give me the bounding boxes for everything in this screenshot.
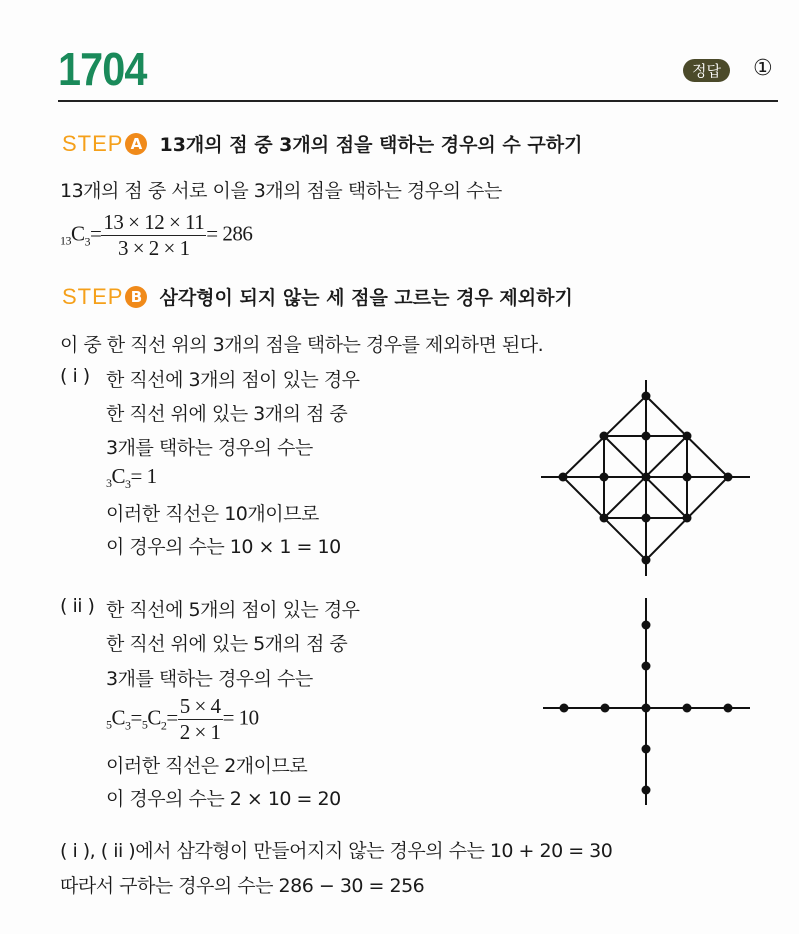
answer-value: ①: [753, 56, 773, 81]
problem-number: 1704: [58, 43, 147, 95]
case1-line: 이 경우의 수는 10 × 1 = 10: [106, 536, 341, 558]
step-a-text: 13개의 점 중 서로 이을 3개의 점을 택하는 경우의 수는: [60, 180, 502, 202]
step-b-title: 삼각형이 되지 않는 세 점을 고르는 경우 제외하기: [159, 287, 573, 309]
point: [601, 704, 610, 713]
point: [642, 432, 651, 441]
step-a-title: 13개의 점 중 3개의 점을 택하는 경우의 수 구하기: [159, 134, 583, 156]
point: [600, 473, 609, 482]
point: [683, 704, 692, 713]
case1-label: ( i ): [60, 365, 90, 387]
case1-line: 이러한 직선은 10개이므로: [106, 503, 319, 525]
point: [683, 514, 692, 523]
point: [642, 704, 651, 713]
case2-line: 이 경우의 수는 2 × 10 = 20: [106, 788, 341, 810]
point: [642, 786, 651, 795]
case1-line: 한 직선에 3개의 점이 있는 경우: [106, 369, 360, 391]
case1-line: 한 직선 위에 있는 3개의 점 중: [106, 403, 348, 425]
point: [683, 432, 692, 441]
step-label: STEP: [62, 284, 124, 309]
step-letter-a: A: [125, 133, 147, 155]
point: [642, 556, 651, 565]
formula-13c3: $_{13}C_3=$ $\frac{13 \times 12 \times 11}{3 \times 2 \times 1}$ = 286: [60, 210, 253, 260]
case2-label: ( ii ): [60, 595, 95, 617]
point: [559, 473, 568, 482]
conclusion-line: 따라서 구하는 경우의 수는 286 − 30 = 256: [60, 875, 425, 897]
point: [642, 745, 651, 754]
formula-5c3: $_5C_3=_5C_2=$ $\frac{5 \times 4}{2 \times 1}$ = 10: [106, 694, 259, 744]
step-letter-b: B: [125, 286, 147, 308]
case2-line: 한 직선에 5개의 점이 있는 경우: [106, 599, 360, 621]
point: [724, 473, 733, 482]
point: [642, 392, 651, 401]
point: [560, 704, 569, 713]
point: [642, 621, 651, 630]
point: [642, 473, 651, 482]
conclusion-line: ( i ), ( ii )에서 삼각형이 만들어지지 않는 경우의 수는 10 + 20 = 30: [60, 840, 613, 862]
answer-badge: 정답: [683, 59, 730, 82]
step-label: STEP: [62, 131, 124, 156]
point: [683, 473, 692, 482]
case2-line: 3개를 택하는 경우의 수는: [106, 668, 313, 690]
point: [642, 514, 651, 523]
case2-line: 한 직선 위에 있는 5개의 점 중: [106, 633, 348, 655]
formula-3c3: $_3C_3= 1$: [106, 464, 157, 492]
point: [600, 432, 609, 441]
step-b-text: 이 중 한 직선 위의 3개의 점을 택하는 경우를 제외하면 된다.: [60, 334, 544, 356]
case2-line: 이러한 직선은 2개이므로: [106, 755, 308, 777]
case1-line: 3개를 택하는 경우의 수는: [106, 437, 313, 459]
point: [642, 662, 651, 671]
point: [600, 514, 609, 523]
point: [724, 704, 733, 713]
